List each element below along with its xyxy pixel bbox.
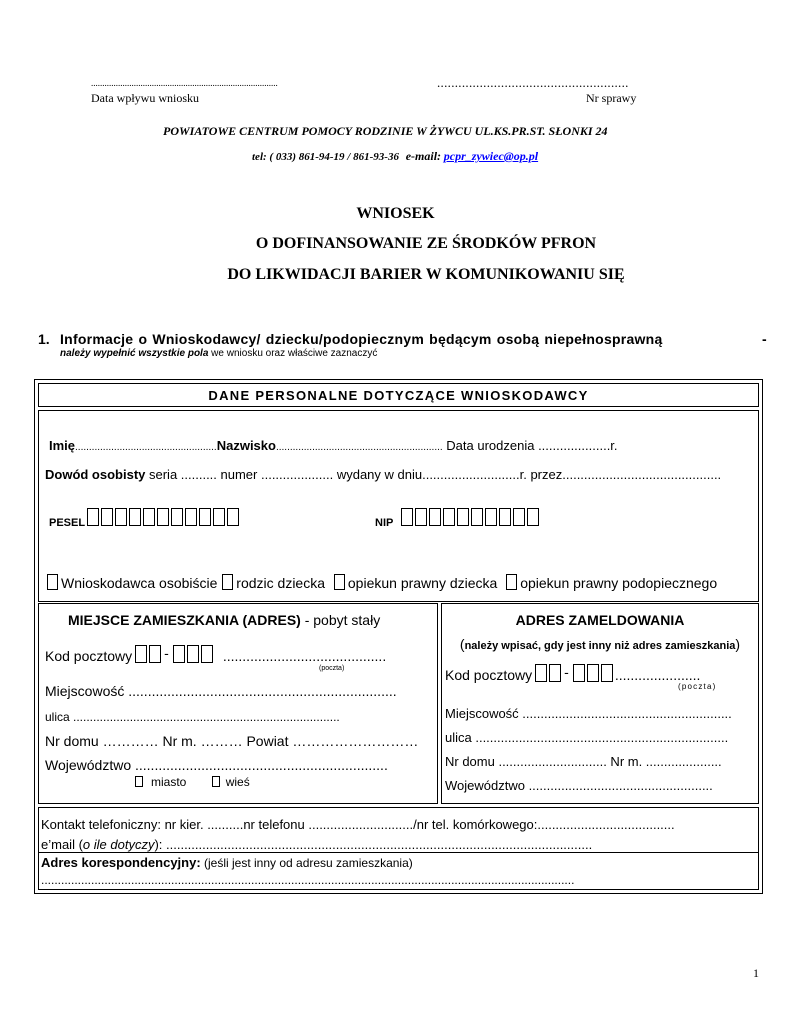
village-checkbox[interactable] [212, 776, 220, 787]
nip-digit-box[interactable] [429, 508, 441, 526]
residence-street-field[interactable]: ulica ................................................................................ [45, 710, 340, 724]
pesel-digit-box[interactable] [171, 508, 183, 526]
pesel-digit-box[interactable] [143, 508, 155, 526]
nip-digit-box[interactable] [401, 508, 413, 526]
registration-title: ADRES ZAMELDOWANIA [515, 612, 685, 628]
correspondence-row [41, 855, 413, 870]
postal-digit-box[interactable] [135, 645, 147, 663]
date-received-label: Data wpływu wniosku [91, 91, 199, 105]
case-number-dots: ...................................................... [437, 75, 629, 90]
first-name-field[interactable]: ................................................... [75, 442, 217, 453]
postal-digit-box[interactable] [173, 645, 185, 663]
section-1-heading: Informacje o Wnioskodawcy/ dziecku/podopiecznym będącym osobą niepełnosprawną [60, 331, 663, 347]
residence-postal-row: Kod pocztowy - .......................................... [45, 645, 387, 664]
residence-post-office-field[interactable]: .......................................... [222, 648, 387, 664]
child-guardian-checkbox[interactable] [334, 574, 345, 590]
date-received-dots: ................................................................................... [91, 78, 278, 88]
email-link[interactable]: pcpr_zywiec@op.pl [443, 149, 539, 163]
ward-guardian-label: opiekun prawny podopiecznego [520, 575, 718, 591]
pesel-digit-box[interactable] [199, 508, 211, 526]
pesel-digit-box[interactable] [129, 508, 141, 526]
applicant-type-row [47, 574, 717, 591]
pesel-label: PESEL [49, 517, 86, 529]
email-field[interactable] [41, 837, 592, 852]
residence-postal-label: Kod pocztowy [45, 648, 133, 664]
nip-digit-box[interactable] [443, 508, 455, 526]
email-field-dots: ): ...................................................................................................................... [154, 837, 593, 852]
applicant-self-label: Wnioskodawca osobiście [61, 575, 218, 591]
registration-post-office-field[interactable]: ...................... [614, 667, 701, 683]
note-rest: we wniosku oraz właściwe zaznaczyć [208, 348, 378, 359]
nip-row [375, 508, 541, 529]
pesel-row [49, 508, 241, 529]
residence-house-field[interactable]: Nr domu ………… Nr m. ……… Powiat ……………………… [45, 733, 419, 749]
case-number-label: Nr sprawy [586, 91, 637, 105]
residence-post-office-caption: (poczta) [319, 665, 345, 672]
child-guardian-label: opiekun prawny dziecka [347, 575, 498, 591]
note-required: należy wypełnić wszystkie pola [60, 348, 209, 359]
ward-guardian-checkbox[interactable] [506, 574, 517, 590]
pesel-digit-box[interactable] [227, 508, 239, 526]
title-line-1: WNIOSEK [356, 205, 435, 222]
residence-title [68, 612, 380, 628]
section-1-number: 1. [38, 331, 50, 347]
residence-box [38, 603, 438, 804]
nip-digit-box[interactable] [471, 508, 483, 526]
city-checkbox[interactable] [135, 776, 143, 787]
postal-digit-box[interactable] [149, 645, 161, 663]
residence-title-main: MIEJSCE ZAMIESZKANIA (ADRES) [68, 612, 301, 628]
id-card-label: Dowód osobisty [45, 467, 146, 482]
page-number: 1 [753, 966, 759, 980]
email-label: e-mail: [405, 149, 442, 163]
pesel-digit-box[interactable] [115, 508, 127, 526]
nip-label: NIP [375, 517, 394, 529]
correspondence-field[interactable]: ................................................................................................................................................................ [41, 873, 575, 887]
registration-street-field[interactable]: ulica ...................................................................... [445, 730, 729, 745]
nip-digit-box[interactable] [527, 508, 539, 526]
title-line-2: O DOFINANSOWANIE ZE ŚRODKÓW PFRON [255, 235, 597, 252]
pesel-digit-box[interactable] [157, 508, 169, 526]
section-1-dash: - [762, 331, 767, 347]
registration-house-field[interactable]: Nr domu .............................. Nr m. ..................... [445, 754, 722, 769]
registration-post-office-caption: (poczta) [678, 682, 717, 691]
org-address: POWIATOWE CENTRUM POMOCY RODZINIE W ŻYWCU UL.KS.PR.ST. SŁONKI 24 [163, 124, 608, 138]
registration-box [441, 603, 759, 804]
contact-divider [38, 852, 759, 853]
postal-digit-box[interactable] [187, 645, 199, 663]
id-row [45, 467, 721, 482]
correspondence-note: (jeśli jest inny od adresu zamieszkania) [200, 856, 413, 870]
registration-postal-label: Kod pocztowy [445, 667, 533, 683]
postal-digit-box[interactable] [601, 664, 613, 682]
correspondence-label: Adres korespondencyjny: [41, 855, 201, 870]
registration-postal-row: Kod pocztowy - ...................... [445, 664, 701, 683]
residence-voivodeship-field[interactable]: Województwo ................................................................. [45, 757, 388, 773]
section-1-note [60, 348, 377, 359]
postal-digit-box[interactable] [587, 664, 599, 682]
residence-title-suffix: - pobyt stały [300, 612, 381, 628]
title-line-3: DO LIKWIDACJI BARIER W KOMUNIKOWANIU SIĘ [227, 266, 625, 283]
nip-digit-box[interactable] [457, 508, 469, 526]
id-card-fields[interactable]: seria .......... numer .................... wydany w dniu...........................r. przez............................................ [145, 467, 722, 482]
pesel-digit-box[interactable] [87, 508, 99, 526]
org-contact [252, 149, 538, 164]
registration-note-text: należy wpisać, gdy jest inny niż adres zamieszkania [464, 640, 736, 652]
nip-digit-box[interactable] [499, 508, 511, 526]
last-name-field[interactable]: ............................................................ [275, 442, 443, 453]
applicant-self-checkbox[interactable] [47, 574, 58, 590]
birth-date-field[interactable]: Data urodzenia ....................r. [442, 438, 618, 453]
nip-digit-box[interactable] [513, 508, 525, 526]
locality-type-row [135, 775, 250, 789]
registration-city-field[interactable]: Miejscowość .......................................................... [445, 706, 732, 721]
email-field-pre: e’mail ( [41, 837, 83, 852]
city-label: miasto [151, 775, 187, 789]
last-name-label: Nazwisko [216, 438, 276, 453]
personal-data-header: DANE PERSONALNE DOTYCZĄCE WNIOSKODAWCY [208, 388, 589, 403]
parent-label: rodzic dziecka [236, 575, 325, 591]
parent-checkbox[interactable] [222, 574, 233, 590]
postal-digit-box[interactable] [535, 664, 547, 682]
registration-voivodeship-field[interactable]: Województwo ................................................... [445, 778, 713, 793]
nip-digit-box[interactable] [415, 508, 427, 526]
registration-note: (należy wpisać, gdy jest inny niż adres zamieszkania) [459, 636, 741, 652]
first-name-label: Imię [49, 438, 76, 453]
postal-digit-box[interactable] [549, 664, 561, 682]
postal-digit-box[interactable] [201, 645, 213, 663]
org-phone: tel: ( 033) 861-94-19 / 861-93-36 [252, 151, 399, 163]
residence-city-field[interactable]: Miejscowość ..................................................................... [45, 683, 397, 699]
postal-digit-box[interactable] [573, 664, 585, 682]
name-row [49, 438, 618, 453]
pesel-digit-box[interactable] [101, 508, 113, 526]
email-field-italic: o ile dotyczy [82, 837, 155, 852]
pesel-digit-box[interactable] [213, 508, 225, 526]
village-label: wieś [225, 775, 250, 789]
nip-digit-box[interactable] [485, 508, 497, 526]
pesel-digit-box[interactable] [185, 508, 197, 526]
phone-field[interactable]: Kontakt telefoniczny: nr kier. ..........nr telefonu ............................./nr tel. komórkowego:...................................... [41, 817, 675, 832]
